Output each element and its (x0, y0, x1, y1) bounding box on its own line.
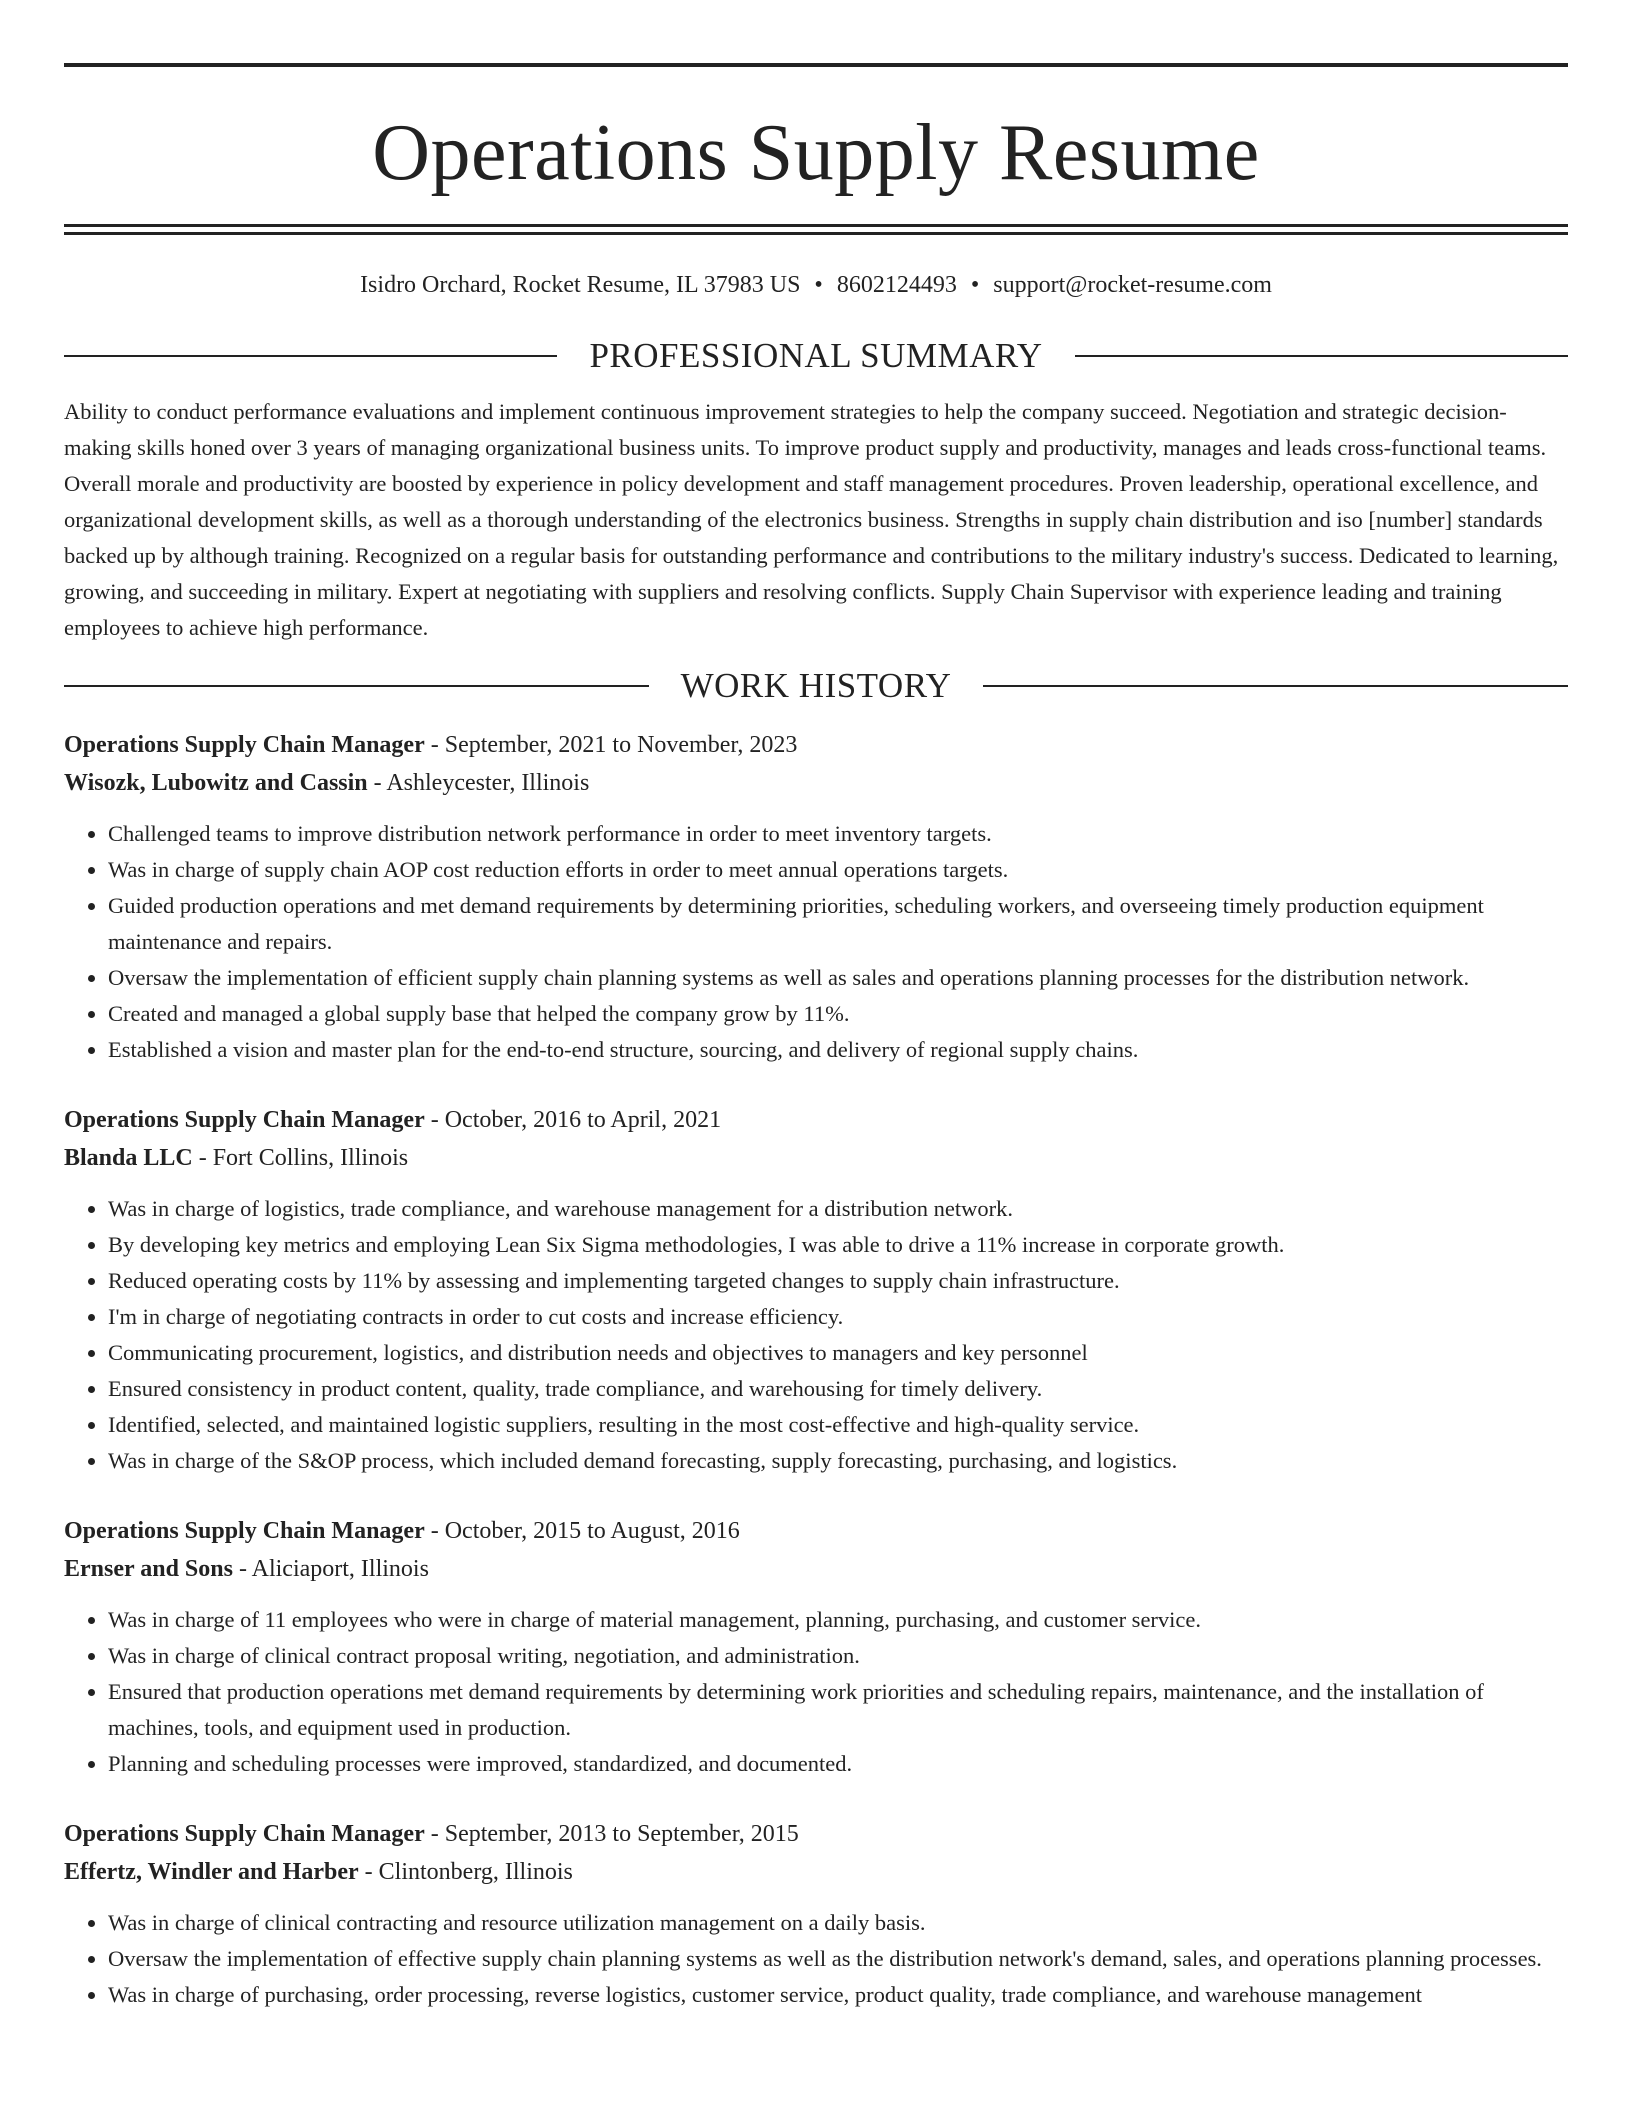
job-bullets (64, 1191, 1568, 1479)
heading-rule-left (64, 685, 649, 687)
job-title: Operations Supply Chain Manager (64, 732, 425, 758)
title-double-rule (64, 224, 1568, 235)
job-entry (64, 1101, 1568, 1479)
job-bullet: • I'm in charge of negotiating contracts in order to cut costs and increase efficiency. (108, 1299, 1568, 1335)
job-company-line (64, 1139, 1568, 1177)
job-dates: - October, 2015 to August, 2016 (424, 1518, 740, 1544)
job-company: Effertz, Windler and Harber (64, 1859, 359, 1885)
job-bullet: • Planning and scheduling processes were improved, standardized, and documented. (108, 1746, 1568, 1782)
job-entry (64, 1512, 1568, 1782)
job-bullet: • Guided production operations and met demand requirements by determining priorities, scheduling workers, and overseeing timely production equipment maintenance and repairs. (108, 888, 1568, 960)
job-bullet: • By developing key metrics and employing Lean Six Sigma methodologies, I was able to drive a 11% increase in corporate growth. (108, 1227, 1568, 1263)
job-bullet: • Was in charge of the S&OP process, which included demand forecasting, supply forecasting, purchasing, and logistics. (108, 1443, 1568, 1479)
top-rule (64, 63, 1568, 67)
summary-text: Ability to conduct performance evaluations and implement continuous improvement strategies to help the company succeed. Negotiation and strategic decision-making skills honed over 3 years of managing organizational business units. To improve product supply and productivity, manages and leads cross-functional teams. Overall morale and productivity are boosted by experience in policy development and staff management procedures. Proven leadership, operational excellence, and organizational development skills, as well as a thorough understanding of the electronics business. Strengths in supply chain distribution and iso [number] standards backed up by although training. Recognized on a regular basis for outstanding performance and contributions to the military industry's success. Dedicated to learning, growing, and succeeding in military. Expert at negotiating with suppliers and resolving conflicts. Supply Chain Supervisor with experience leading and training employees to achieve high performance. (64, 399, 1559, 640)
job-bullets (64, 1905, 1568, 2013)
job-bullet: • Was in charge of clinical contracting and resource utilization management on a daily basis. (108, 1905, 1568, 1941)
job-title: Operations Supply Chain Manager (64, 1821, 425, 1847)
job-title-line (64, 1815, 1568, 1853)
contact-separator: • (970, 272, 980, 298)
job-location: - Clintonberg, Illinois (358, 1859, 573, 1885)
heading-rule-right (1075, 355, 1568, 357)
job-bullets (64, 816, 1568, 1068)
job-company: Ernser and Sons (64, 1556, 233, 1582)
job-bullet: • Was in charge of 11 employees who were in charge of material management, planning, purchasing, and customer service. (108, 1602, 1568, 1638)
job-bullet: • Reduced operating costs by 11% by assessing and implementing targeted changes to supply chain infrastructure. (108, 1263, 1568, 1299)
job-company-line (64, 1853, 1568, 1891)
job-entry (64, 726, 1568, 1068)
contact-phone: 8602124493 (836, 272, 957, 298)
work-history-heading (64, 666, 1568, 706)
job-location: - Fort Collins, Illinois (192, 1145, 409, 1171)
job-dates: - September, 2021 to November, 2023 (424, 732, 798, 758)
heading-rule-right (983, 685, 1568, 687)
job-company: Blanda LLC (64, 1145, 193, 1171)
job-bullets (64, 1602, 1568, 1782)
job-bullet: • Was in charge of clinical contract proposal writing, negotiation, and administration. (108, 1638, 1568, 1674)
contact-address: Isidro Orchard, Rocket Resume, IL 37983 US (360, 272, 801, 298)
job-company-line (64, 764, 1568, 802)
job-dates: - September, 2013 to September, 2015 (424, 1821, 799, 1847)
job-bullet: • Oversaw the implementation of effective supply chain planning systems as well as the distribution network's demand, sales, and operations planning processes. (108, 1941, 1568, 1977)
contact-separator: • (814, 272, 823, 298)
job-bullet: • Communicating procurement, logistics, and distribution needs and objectives to managers and key personnel (108, 1335, 1568, 1371)
job-title-line (64, 1512, 1568, 1550)
job-location: - Aliciaport, Illinois (232, 1556, 429, 1582)
job-title: Operations Supply Chain Manager (64, 1107, 425, 1133)
job-title-line (64, 1101, 1568, 1139)
job-bullet: • Created and managed a global supply base that helped the company grow by 11%. (108, 996, 1568, 1032)
job-bullet: • Ensured that production operations met demand requirements by determining work priorities and scheduling repairs, maintenance, and the installation of machines, tools, and equipment used in production. (108, 1674, 1568, 1746)
job-bullet: • Oversaw the implementation of efficient supply chain planning systems as well as sales and operations planning processes for the distribution network. (108, 960, 1568, 996)
job-dates: - October, 2016 to April, 2021 (424, 1107, 722, 1133)
job-title: Operations Supply Chain Manager (64, 1518, 425, 1544)
summary-heading (64, 336, 1568, 376)
job-bullet: • Was in charge of purchasing, order processing, reverse logistics, customer service, product quality, trade compliance, and warehouse management (108, 1977, 1568, 2013)
resume-title: Operations Supply Resume (372, 109, 1260, 197)
heading-rule-left (64, 355, 557, 357)
job-title-line (64, 726, 1568, 764)
work-history-heading-label: WORK HISTORY (680, 666, 952, 705)
contact-line (64, 270, 1568, 300)
job-bullet: • Was in charge of logistics, trade compliance, and warehouse management for a distribution network. (108, 1191, 1568, 1227)
job-entry (64, 1815, 1568, 2013)
summary-heading-label: PROFESSIONAL SUMMARY (589, 336, 1043, 375)
job-bullet: • Challenged teams to improve distribution network performance in order to meet inventory targets. (108, 816, 1568, 852)
job-company-line (64, 1550, 1568, 1588)
contact-email: support@rocket-resume.com (993, 272, 1272, 298)
job-company: Wisozk, Lubowitz and Cassin (64, 770, 368, 796)
job-bullet: • Identified, selected, and maintained logistic suppliers, resulting in the most cost-effective and high-quality service. (108, 1407, 1568, 1443)
job-location: - Ashleycester, Illinois (367, 770, 590, 796)
job-bullet: • Ensured consistency in product content, quality, trade compliance, and warehousing for timely delivery. (108, 1371, 1568, 1407)
job-bullet: • Was in charge of supply chain AOP cost reduction efforts in order to meet annual operations targets. (108, 852, 1568, 888)
job-list (64, 726, 1568, 2013)
job-bullet: • Established a vision and master plan for the end-to-end structure, sourcing, and delivery of regional supply chains. (108, 1032, 1568, 1068)
